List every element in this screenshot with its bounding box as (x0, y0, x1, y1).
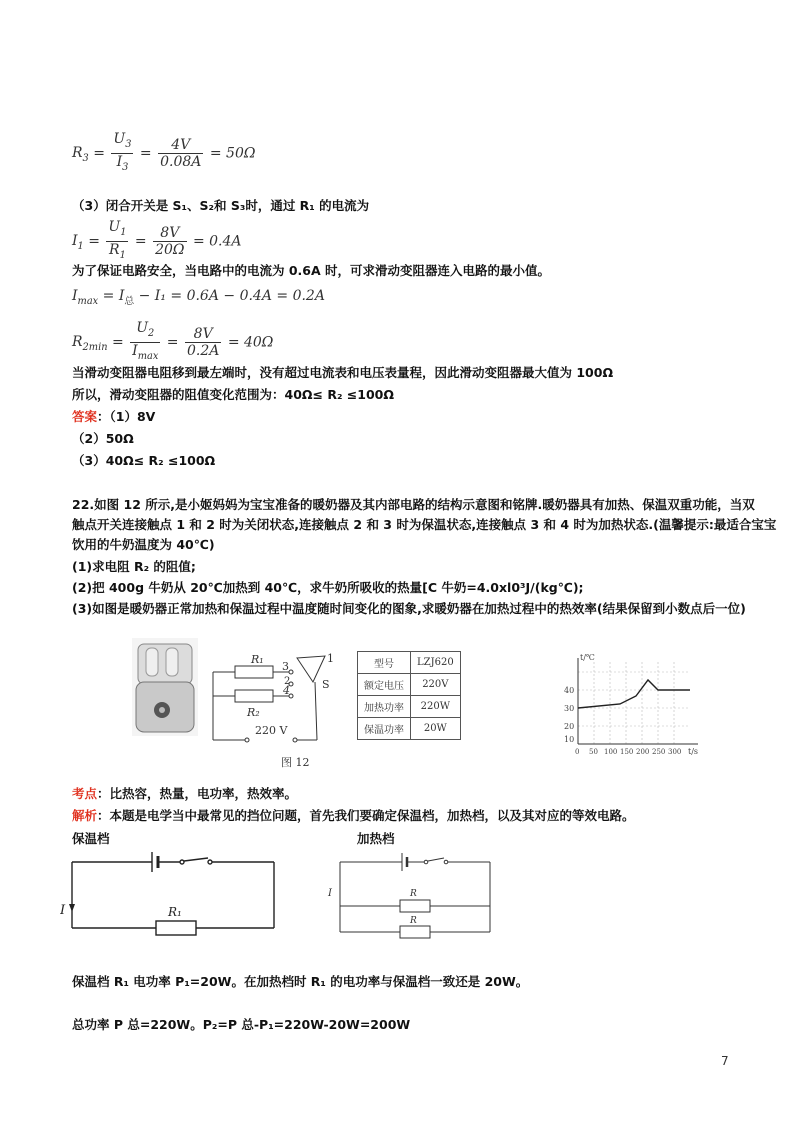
part3-title: （3）闭合开关是 S₁、S₂和 S₃时，通过 R₁ 的电流为 (72, 198, 370, 213)
table-row: 保温功率 20W (358, 718, 461, 740)
resistor-label-r1: R₁ (168, 905, 182, 919)
r1-resistor (235, 666, 273, 678)
graph-ylabel: t/℃ (580, 653, 595, 662)
power-line-2: 总功率 P 总=220W。P₂=P 总-P₁=220W-20W=200W (72, 1017, 411, 1032)
q22-sub-3: (3)如图是暖奶器正常加热和保温过程中温度随时间变化的图象,求暖奶器在加热过程中的热效率(结果保留到小数点后一位) (72, 601, 746, 616)
heat-label: 加热档 (357, 831, 395, 846)
contact-3: 3 (282, 660, 289, 673)
answer-line-3: （3）40Ω≤ R₂ ≤100Ω (72, 453, 216, 468)
answer-label: 答案 (72, 409, 98, 424)
keep-warm-label: 保温档 (72, 831, 110, 846)
xtick: 100 (604, 748, 618, 756)
power-line-1: 保温档 R₁ 电功率 P₁=20W。在加热档时 R₁ 的电功率与保温档一致还是 20W。 (72, 974, 529, 989)
eq-r3-frac2: $\frac{4V}{0.08A}$ (160, 136, 202, 170)
voltage-label: 220 V (255, 724, 288, 737)
temperature-graph (560, 652, 710, 768)
table-row: 额定电压 220V (358, 674, 461, 696)
warmer-circuit (205, 648, 345, 770)
ytick: 10 (564, 735, 575, 744)
equation-r2min: $R_{2min}$ = $\frac{U_2}{I_{max}}$ = $\frac{8V}{0.2A}$ = 40Ω (72, 320, 274, 362)
contact-4: 4 (283, 684, 290, 697)
answer-line-1: 答案：（1）8V (72, 409, 156, 424)
q22-line-3: 饮用的牛奶温度为 40℃) (72, 537, 215, 552)
equation-imax: $I_{max} = I_总 - I_1 = 0.6A - 0.4A = 0.2A$ (72, 288, 325, 307)
contact-1: 1 (327, 652, 334, 665)
current-label: I (60, 903, 66, 918)
ytick: 30 (564, 704, 575, 713)
xtick: 200 (636, 748, 650, 756)
kaodian-line: 考点：比热容，热量，电功率，热效率。 (72, 786, 298, 801)
q22-line-2: 触点开关连接触点 1 和 2 时为关闭状态,连接触点 2 和 3 时为保温状态,连接触点 3 和 4 时为加热状态.(温馨提示:最适合宝宝 (72, 517, 777, 532)
range-line: 所以，滑动变阻器的阻值变化范围为：40Ω≤ R₂ ≤100Ω (72, 387, 394, 402)
xtick: 300 (668, 748, 682, 756)
warmer-photo (132, 638, 198, 736)
equation-r3: $R_3$ = $\frac{U_3}{I_3}$ = $\frac{4V}{0.08A}$ = 50Ω (72, 131, 255, 176)
contact-2: 2 (284, 676, 291, 687)
current-arrow-icon (69, 904, 75, 912)
xtick: 250 (652, 748, 666, 756)
ytick: 40 (564, 686, 575, 695)
ytick: 20 (564, 722, 575, 731)
q22-sub-2: (2)把 400g 牛奶从 20℃加热到 40℃，求牛奶所吸收的热量[C 牛奶=4.0xl0³J/(kg℃); (72, 580, 584, 595)
xtick: 50 (589, 748, 598, 756)
switch-icon (297, 656, 325, 682)
heat-circuit (326, 848, 502, 948)
nameplate-table (357, 651, 461, 740)
answer-line-2: （2）50Ω (72, 431, 134, 446)
r2-resistor (235, 690, 273, 702)
eq-r3-lhs: $R_3$ (72, 145, 89, 165)
xtick: 150 (620, 748, 634, 756)
switch-label: S (322, 678, 330, 691)
circuit-label-r2: R₂ (247, 706, 260, 719)
warmer-device-icon (132, 638, 198, 736)
temperature-curve (578, 680, 690, 708)
figure-caption: 图 12 (281, 756, 310, 769)
safety-line: 为了保证电路安全，当电路中的电流为 0.6A 时，可求滑动变阻器连入电路的最小值。 (72, 263, 551, 278)
jiexi-line: 解析：本题是电学当中最常见的挡位问题，首先我们要确定保温档，加热档，以及其对应的等效电路。 (72, 808, 635, 823)
leftmost-line: 当滑动变阻器电阻移到最左端时，没有超过电流表和电压表量程，因此滑动变阻器最大值为 100Ω (72, 365, 614, 380)
r1-resistor-keep-warm (156, 921, 196, 935)
xtick: 0 (575, 748, 580, 756)
table-row: 型号 LZJ620 (358, 652, 461, 674)
resistor-label-top: R (410, 889, 417, 899)
equation-i1: $I_1$ = $\frac{U_1}{R_1}$ = $\frac{8V}{20\Omega}$ = 0.4A (72, 219, 242, 261)
eq-r3-frac1: $\frac{U_3}{I_3}$ (113, 131, 132, 173)
jiexi-label: 解析 (72, 808, 98, 823)
circuit-label-r1: R₁ (251, 653, 264, 666)
page-number: 7 (721, 1054, 729, 1068)
table-row: 加热功率 220W (358, 696, 461, 718)
q22-sub-1: (1)求电阻 R₂ 的阻值; (72, 559, 196, 574)
resistor-label-bottom: R (410, 916, 417, 926)
q22-line-1: 22.如图 12 所示,是小姬妈妈为宝宝准备的暖奶器及其内部电路的结构示意图和铭牌.暖奶器具有加热、保温双重功能，当双 (72, 497, 755, 512)
graph-xlabel: t/s (688, 747, 699, 756)
kaodian-label: 考点 (72, 786, 98, 801)
current-label-heat: I (328, 888, 332, 899)
keep-warm-circuit (60, 848, 286, 952)
